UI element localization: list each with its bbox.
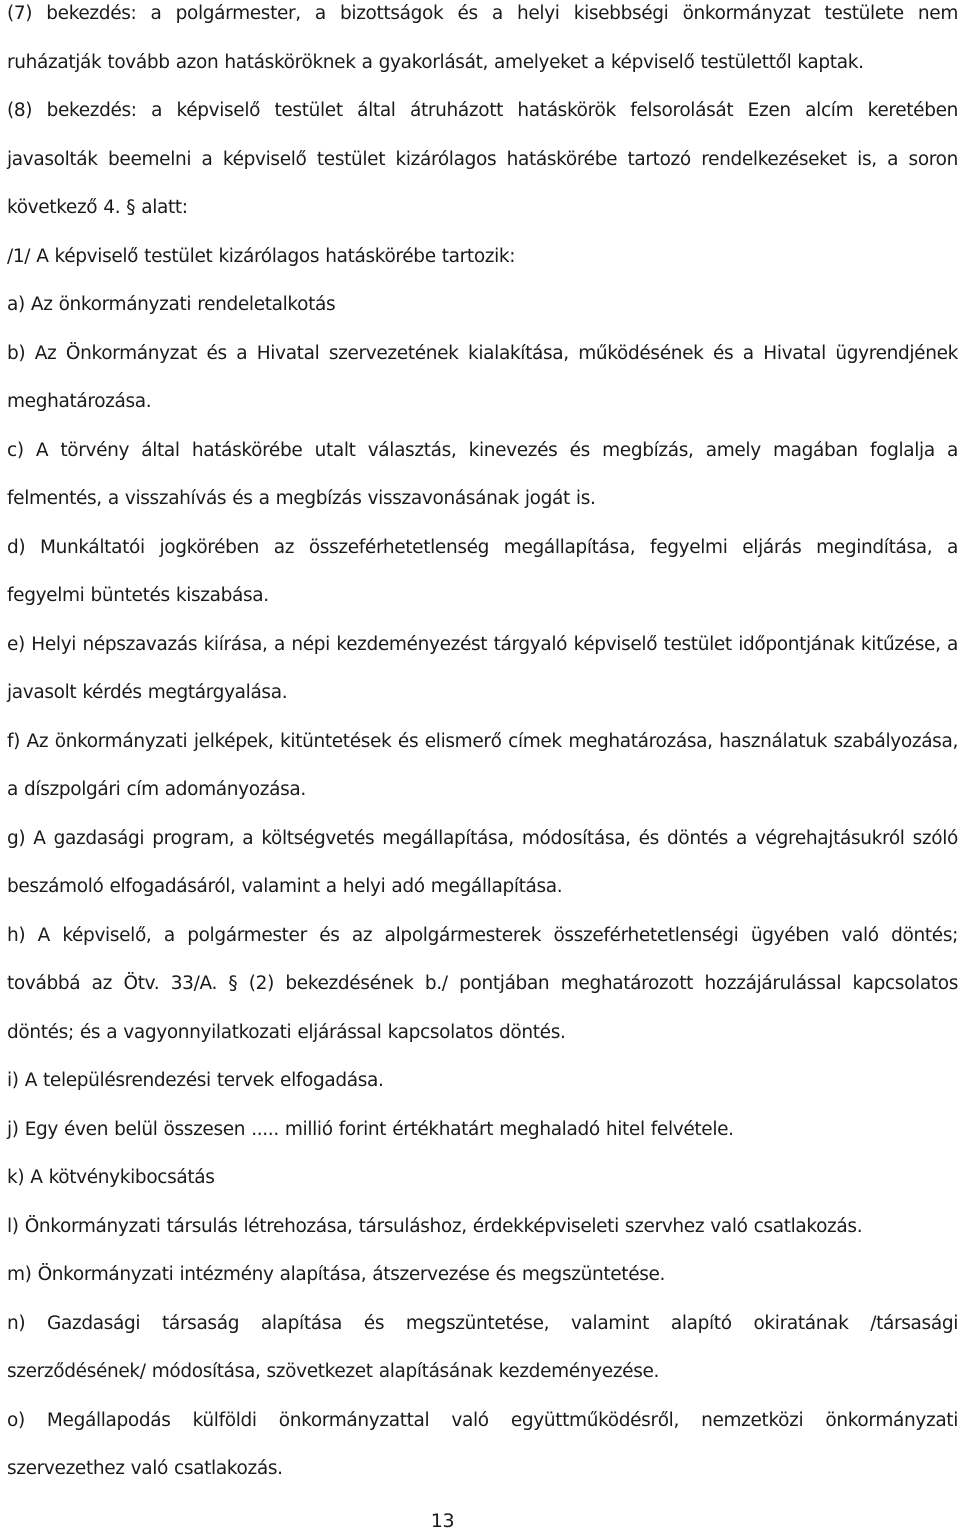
document-page: [7, 0, 958, 1494]
list-item-e: e) Helyi népszavazás kiírása, a népi kezdeményezést tárgyaló képviselő testület időpontjának kitűzése, a javasolt kérdés megtárgyalása.: [7, 633, 958, 703]
list-intro: /1/ A képviselő testület kizárólagos hatáskörébe tartozik:: [7, 245, 516, 267]
list-item-j: j) Egy éven belül összesen ..... millió forint értékhatárt meghaladó hitel felvétele.: [7, 1118, 734, 1140]
list-item-o: o) Megállapodás külföldi önkormányzattal való együttműködésről, nemzetközi önkormányzati szervezethez való csatlakozás.: [7, 1409, 958, 1479]
paragraph-8: (8) bekezdés: a képviselő testület által átruházott hatáskörök felsorolását Ezen alcím keretében javasolták beemelni a képviselő testület kizárólagos hatáskörébe tartozó rendelkezéseket is, a soron következő 4. § alatt:: [7, 100, 958, 218]
list-item-k: k) A kötvénykibocsátás: [7, 1167, 215, 1188]
list-item-d: d) Munkáltatói jogkörében az összeférhetetlenség megállapítása, fegyelmi eljárás megindítása, a fegyelmi büntetés kiszabása.: [7, 536, 958, 606]
list-item-g: g) A gazdasági program, a költségvetés megállapítása, módosítása, és döntés a végrehajtásukról szóló beszámoló elfogadásáról, valamint a helyi adó megállapítása.: [7, 827, 958, 897]
list-item-n: n) Gazdasági társaság alapítása és megszüntetése, valamint alapító okiratának /társasági szerződésének/ módosítása, szövetkezet alapításának kezdeményezése.: [7, 1312, 958, 1382]
list-item-c: c) A törvény által hatáskörébe utalt választás, kinevezés és megbízás, amely magában foglalja a felmentés, a visszahívás és a megbízás visszavonásának jogát is.: [7, 439, 958, 509]
list-item-b: b) Az Önkormányzat és a Hivatal szervezetének kialakítása, működésének és a Hivatal ügyrendjének meghatározása.: [7, 342, 958, 412]
list-item-i: i) A településrendezési tervek elfogadása.: [7, 1070, 384, 1091]
paragraph-7: (7) bekezdés: a polgármester, a bizottságok és a helyi kisebbségi önkormányzat testülete nem ruházatják tovább azon hatásköröknek a gyakorlását, amelyeket a képviselő testülettől kaptak.: [7, 3, 958, 73]
list-item-h: h) A képviselő, a polgármester és az alpolgármesterek összeférhetetlenségi ügyében való döntés; továbbá az Ötv. 33/A. § (2) bekezdésének b./ pontjában meghatározott hozzájárulással kapcsolatos döntés; és a vagyonnyilatkozati eljárással kapcsolatos döntés.: [7, 924, 958, 1043]
page-number: 13: [430, 1510, 455, 1532]
list-item-l: l) Önkormányzati társulás létrehozása, társuláshoz, érdekképviseleti szervhez való csatlakozás.: [7, 1215, 863, 1237]
list-item-m: m) Önkormányzati intézmény alapítása, átszervezése és megszüntetése.: [7, 1264, 666, 1285]
list-item-a: a) Az önkormányzati rendeletalkotás: [7, 294, 336, 315]
list-item-f: f) Az önkormányzati jelképek, kitüntetések és elismerő címek meghatározása, használatuk szabályozása, a díszpolgári cím adományozása.: [7, 730, 958, 800]
